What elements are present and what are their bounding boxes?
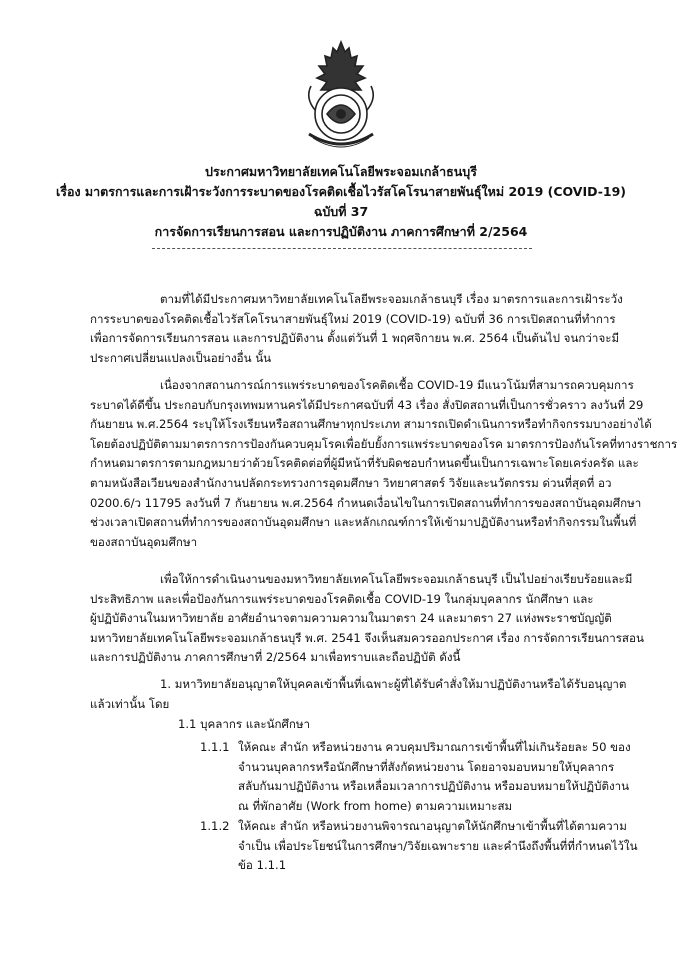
clause-line: จำนวนบุคลากรหรือนักศึกษาที่สังกัดหน่วยงาน โดยอาจมอบหมายให้บุคลากร bbox=[238, 759, 615, 774]
announcement-topic: การจัดการเรียนการสอน และการปฏิบัติงาน ภาคการศึกษาที่ 2/2564 bbox=[154, 224, 528, 239]
paragraph-line: เพื่อการจัดการเรียนการสอน และการปฏิบัติงาน ตั้งแต่วันที่ 1 พฤศจิกายน พ.ศ. 2564 เป็นต้นไป จนกว่าจะมี bbox=[90, 331, 620, 346]
clause-line: ให้คณะ สำนัก หรือหน่วยงาน ควบคุมปริมาณการเข้าพื้นที่ไม่เกินร้อยละ 50 ของ bbox=[238, 740, 631, 754]
paragraph-line: และการปฏิบัติงาน ภาคการศึกษาที่ 2/2564 มาเพื่อทราบและถือปฏิบัติ ดังนี้ bbox=[90, 650, 461, 665]
announcement-subject: เรื่อง มาตรการและการเฝ้าระวังการระบาดของโรคติดเชื้อไวรัสโคโรนาสายพันธุ์ใหม่ 2019 (COVID-19) bbox=[55, 184, 627, 199]
clause-1 bbox=[90, 675, 626, 714]
clause-number: 1.1.1 bbox=[200, 740, 230, 754]
paragraph-line: ตามที่ได้มีประกาศมหาวิทยาลัยเทคโนโลยีพระจอมเกล้าธนบุรี เรื่อง มาตรการและการเฝ้าระวัง bbox=[160, 292, 623, 306]
paragraph-line: เพื่อให้การดำเนินงานของมหาวิทยาลัยเทคโนโลยีพระจอมเกล้าธนบุรี เป็นไปอย่างเรียบร้อยและมี bbox=[160, 572, 633, 586]
clause-1-1-1 bbox=[238, 738, 631, 816]
clause-heading: 1.1 บุคลากร และนักศึกษา bbox=[178, 717, 311, 731]
clause-line: แล้วเท่านั้น โดย bbox=[90, 696, 170, 711]
clause-line: จำเป็น เพื่อประโยชน์ในการศึกษา/วิจัยเฉพาะราย และคำนึงถึงพื้นที่ที่กำหนดไว้ใน bbox=[238, 838, 638, 853]
paragraph-line: เนื่องจากสถานการณ์การแพร่ระบาดของโรคติดเชื้อ COVID-19 มีแนวโน้มที่สามารถควบคุมการ bbox=[160, 378, 634, 392]
paragraph-line: 0200.6/ว 11795 ลงวันที่ 7 กันยายน พ.ศ.2564 กำหนดเงื่อนไขในการเปิดสถานที่ทำการของสถาบันอุดมศึกษา bbox=[90, 495, 642, 510]
clause-line: ข้อ 1.1.1 bbox=[238, 858, 287, 873]
paragraph-line: ผู้ปฏิบัติงานในมหาวิทยาลัย อาศัยอำนาจตามความความในมาตรา 24 และมาตรา 27 แห่งพระราชบัญญัติ bbox=[90, 611, 612, 626]
clause-1-1-2 bbox=[238, 817, 638, 876]
clause-1-1-1-number bbox=[200, 738, 230, 758]
paragraph-line: ของสถาบันอุดมศึกษา bbox=[90, 534, 198, 549]
clause-line: ให้คณะ สำนัก หรือหน่วยงานพิจารณาอนุญาตให้นักศึกษาเข้าพื้นที่ได้ตามความ bbox=[238, 819, 627, 833]
paragraph-line: ตามหนังสือเวียนของสำนักงานปลัดกระทรวงการอุดมศึกษา วิทยาศาสตร์ วิจัยและนวัตกรรม ด่วนที่สุดที่ อว bbox=[90, 475, 612, 490]
paragraph-line: ประกาศเปลี่ยนแปลงเป็นอย่างอื่น นั้น bbox=[90, 350, 272, 365]
clause-1-1 bbox=[178, 715, 310, 735]
paragraph-2 bbox=[90, 376, 677, 552]
paragraph-3 bbox=[90, 570, 644, 668]
clause-line: สลับกันมาปฏิบัติงาน หรือเหลื่อมเวลาการปฏิบัติงาน หรือมอบหมายให้ปฏิบัติงาน bbox=[238, 779, 630, 794]
clause-1-1-2-number bbox=[200, 817, 230, 837]
paragraph-line: กันยายน พ.ศ.2564 ระบุให้โรงเรียนหรือสถานศึกษาทุกประเภท สามารถเปิดดำเนินการหรือทำกิจกรรมบางอย่างได้ bbox=[90, 417, 652, 432]
clause-line: ณ ที่พักอาศัย (Work from home) ตามความเหมาะสม bbox=[238, 798, 513, 813]
university-seal-icon bbox=[291, 38, 391, 150]
paragraph-line: การระบาดของโรคติดเชื้อไวรัสโคโรนาสายพันธุ์ใหม่ 2019 (COVID-19) ฉบับที่ 36 การเปิดสถานที่ทำการ bbox=[90, 311, 616, 326]
dashed-divider bbox=[152, 248, 532, 249]
paragraph-1 bbox=[90, 290, 623, 368]
announcement-issue-number: ฉบับที่ 37 bbox=[313, 204, 369, 219]
clause-line: 1. มหาวิทยาลัยอนุญาตให้บุคคลเข้าพื้นที่เฉพาะผู้ที่ได้รับคำสั่งให้มาปฏิบัติงานหรือได้รับอนุญาต bbox=[160, 677, 627, 691]
paragraph-line: ระบาดได้ดีขึ้น ประกอบกับกรุงเทพมหานครได้มีประกาศฉบับที่ 43 เรื่อง สั่งปิดสถานที่เป็นการชั่วคราว ลงวันที่ 29 bbox=[90, 397, 644, 412]
paragraph-line: กำหนดมาตรการตามกฎหมายว่าด้วยโรคติดต่อที่ผู้มีหน้าที่รับผิดชอบกำหนดขึ้นเป็นการเฉพาะโดยเคร่งครัด และ bbox=[90, 456, 639, 471]
paragraph-line: ช่วงเวลาเปิดสถานที่ทำการของสถาบันอุดมศึกษา และหลักเกณฑ์การให้เข้ามาปฏิบัติงานหรือทำกิจกรรมในพื้นที่ bbox=[90, 515, 637, 530]
paragraph-line: มหาวิทยาลัยเทคโนโลยีพระจอมเกล้าธนบุรี พ.ศ. 2541 จึงเห็นสมควรออกประกาศ เรื่อง การจัดการเรียนการสอน bbox=[90, 630, 644, 645]
clause-number: 1.1.2 bbox=[200, 819, 230, 833]
announcement-title: ประกาศมหาวิทยาลัยเทคโนโลยีพระจอมเกล้าธนบุรี bbox=[205, 164, 477, 179]
paragraph-line: โดยต้องปฏิบัติตามมาตรการการป้องกันควบคุมโรคเพื่อยับยั้งการแพร่ระบาดของโรค มาตรการป้องกันโรคที่ทางราชการ bbox=[90, 436, 678, 451]
paragraph-line: ประสิทธิภาพ และเพื่อป้องกันการแพร่ระบาดของโรคติดเชื้อ COVID-19 ในกลุ่มบุคลากร นักศึกษา และ bbox=[90, 591, 594, 606]
